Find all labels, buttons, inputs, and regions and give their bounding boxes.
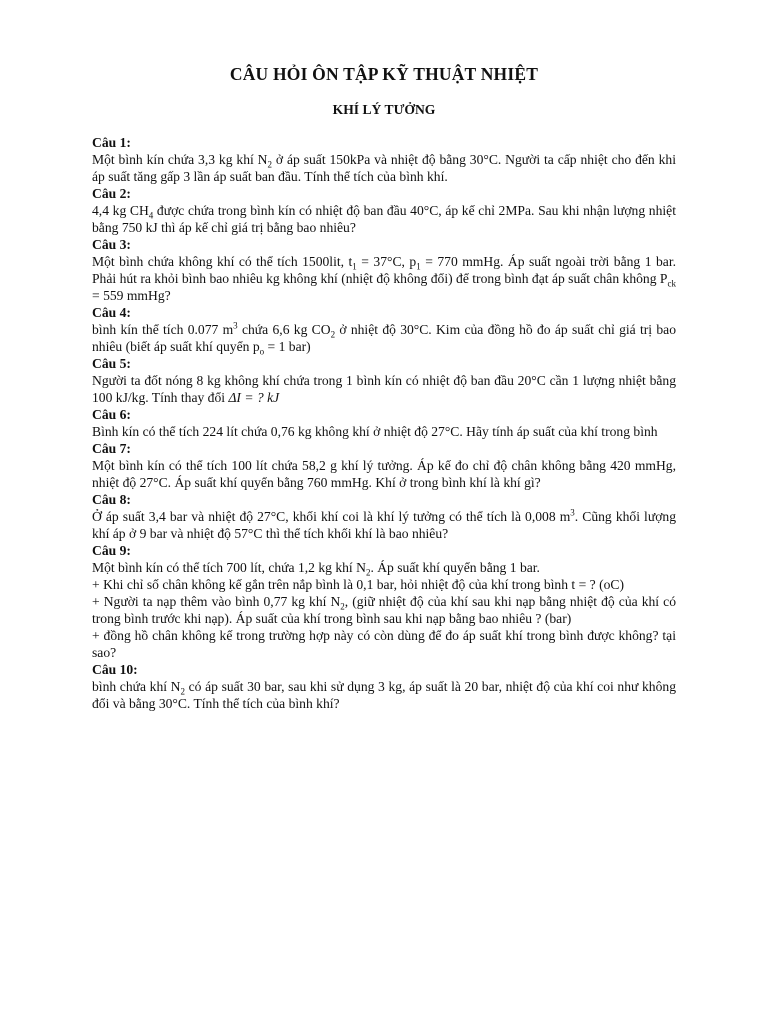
question-3 — [92, 236, 676, 304]
question-5 — [92, 355, 676, 406]
question-heading: Câu 7: — [92, 441, 131, 456]
question-heading: Câu 5: — [92, 356, 131, 371]
question-6 — [92, 406, 676, 440]
formula: ΔI = ? kJ — [228, 390, 280, 405]
question-heading: Câu 3: — [92, 237, 131, 252]
question-text: bình kín thể tích 0.077 $m^3$ chứa 6,6 kg $CO_2$ ở nhiệt độ 30°C. Kim của đồng hồ đo áp suất chỉ giá trị bao nhiêu (biết áp suất khí quyển $p_o = 1$ bar) — [92, 320, 677, 357]
question-heading: Câu 9: — [92, 543, 131, 558]
question-text: Một bình kín có thể tích 100 lít chứa 58,2 g khí lý tưởng. Áp kế đo chỉ độ chân không bằng 420 mmHg, nhiệt độ 27°C. Áp suất khí quyển bằng 760 mmHg. Khí ở trong bình khí là khí gì? — [92, 458, 676, 490]
question-subitem: + đồng hồ chân không kế trong trường hợp này có còn dùng để đo áp suất khí trong bình được không? tại sao? — [92, 628, 676, 660]
question-2 — [92, 185, 676, 236]
question-text: Một bình kín chứa 3,3 kg khí $N_2$ ở áp suất 150kPa và nhiệt độ bằng 30°C. Người ta cấp nhiệt cho đến khi áp suất tăng gấp 3 lần áp suất ban đầu. Tính thể tích của bình khí. — [92, 152, 676, 184]
question-7 — [92, 440, 676, 491]
question-heading: Câu 4: — [92, 305, 131, 320]
question-subitem: + Khi chỉ số chân không kế gắn trên nắp bình là 0,1 bar, hỏi nhiệt độ của khí trong bình t = ? (oC) — [92, 577, 624, 592]
question-heading: Câu 8: — [92, 492, 131, 507]
question-text: Bình kín có thể tích 224 lít chứa 0,76 kg không khí ở nhiệt độ 27°C. Hãy tính áp suất của khí trong bình — [92, 424, 658, 439]
question-heading: Câu 10: — [92, 662, 138, 677]
question-9 — [92, 542, 676, 661]
question-4 — [92, 304, 676, 355]
section-title: KHÍ LÝ TƯỞNG — [332, 102, 436, 117]
question-text: bình chứa khí $N_2$ có áp suất 30 bar, sau khi sử dụng 3 kg, áp suất là 20 bar, nhiệt độ của khí coi như không đổi và bằng 30°C. Tính thể tích của bình khí? — [92, 679, 676, 711]
question-text: 4,4 kg $CH_4$ được chứa trong bình kín có nhiệt độ ban đầu 40°C, áp kế chỉ 2MPa. Sau khi nhận lượng nhiệt bằng 750 kJ thì áp kế chỉ giá trị bằng bao nhiêu? — [92, 203, 676, 235]
question-heading: Câu 6: — [92, 407, 131, 422]
question-text: Một bình kín có thể tích 700 lít, chứa 1,2 kg khí $N_2$. Áp suất khí quyển bằng 1 bar. — [92, 560, 540, 578]
question-subitem: + Người ta nạp thêm vào bình 0,77 kg khí $N_2$, (giữ nhiệt độ của khí sau khi nạp bằng nhiệt độ của khí có trong bình trước khi nạp). Áp suất của khí trong bình sau khi nạp bằng bao nhiêu ? (bar) — [92, 594, 676, 626]
question-1 — [92, 134, 676, 185]
question-text: Ở áp suất 3,4 bar và nhiệt độ 27°C, khối khí coi là khí lý tưởng có thể tích là 0,008 $m^3$. Cũng khối lượng khí áp ở 9 bar và nhiệt độ 57°C thì thể tích khối khí là bao nhiêu? — [92, 507, 676, 541]
question-text: Một bình chứa không khí có thể tích 1500lit, $t_1 = 37^\circ C$, $p_1 = 770$ mmHg. Áp suất ngoài trời bằng 1 bar. Phải hút ra khỏi bình bao nhiêu kg không khí (nhiệt độ không đổi) để trong bình đạt áp suất chân không $P_{ck} = 559$ mmHg? — [92, 254, 676, 303]
question-heading: Câu 1: — [92, 135, 131, 150]
document-title: CÂU HỎI ÔN TẬP KỸ THUẬT NHIỆT — [229, 64, 539, 84]
document-page — [92, 66, 676, 712]
question-text: Người ta đốt nóng 8 kg không khí chứa trong 1 bình kín có nhiệt độ ban đầu 20°C cần 1 lượng nhiệt bằng 100 kJ/kg. Tính thay đổi ΔI = ? kJ — [92, 373, 676, 405]
question-10 — [92, 661, 676, 712]
question-8 — [92, 491, 676, 542]
question-heading: Câu 2: — [92, 186, 131, 201]
